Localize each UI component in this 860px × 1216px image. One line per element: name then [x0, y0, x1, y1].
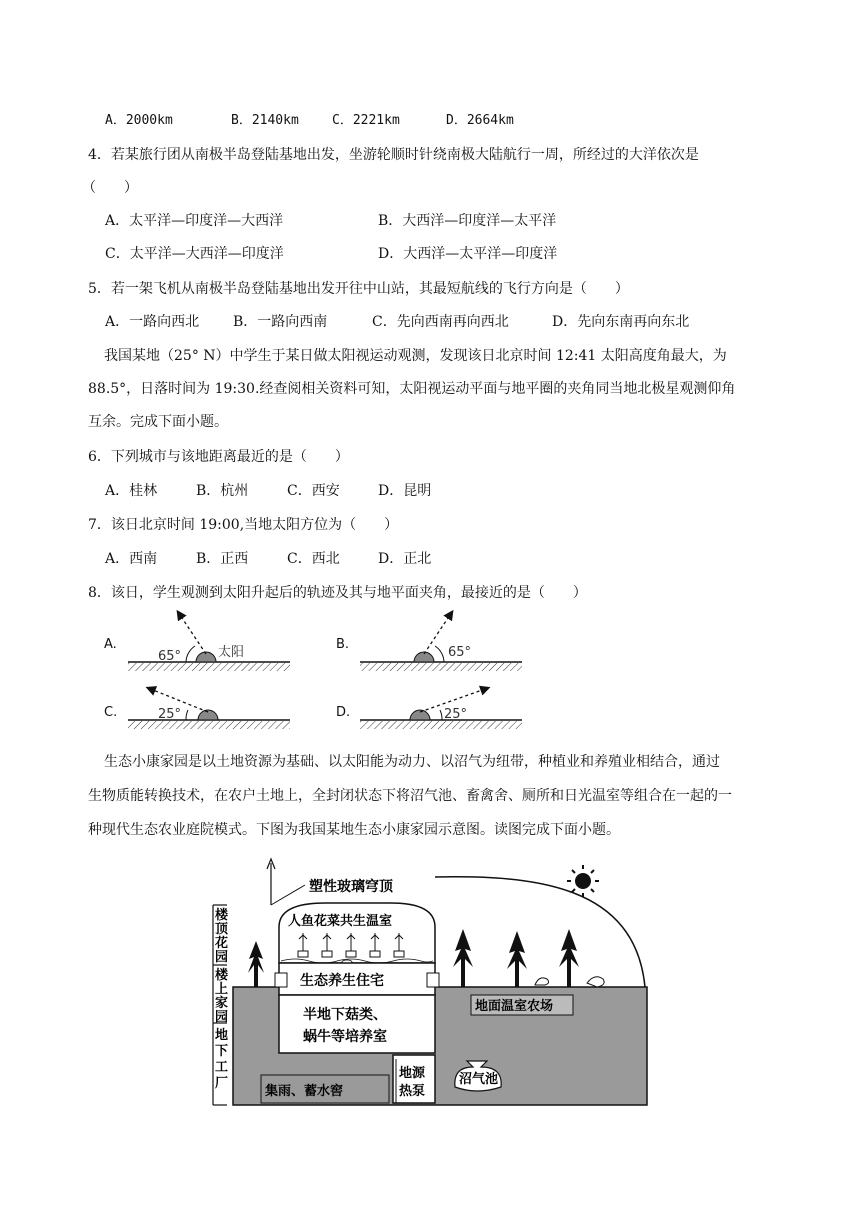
q7-stem: 7．该日北京时间 19:00,当地太阳方位为（ ）	[88, 517, 399, 533]
side-label-roof-garden-3: 花	[215, 936, 229, 951]
q6-option-d: D．昆明	[378, 483, 432, 499]
q5-option-d: D．先向东南再向东北	[552, 314, 690, 330]
q7-option-d: D．正北	[378, 551, 432, 567]
q4-option-a: A．太平洋—印度洋—大西洋	[105, 213, 284, 229]
q8-figure-a-sun-label: 太阳	[218, 645, 245, 660]
side-label-underground-2: 下	[215, 1044, 229, 1059]
side-label-underground-4: 厂	[215, 1076, 229, 1091]
side-label-upstairs-3: 家	[215, 996, 229, 1011]
side-labels	[213, 905, 229, 1105]
q8-figure-c	[104, 688, 290, 729]
residence-label: 生态养生住宅	[300, 973, 384, 989]
q3-option-d: D．2664km	[446, 113, 514, 128]
basement-label-2: 蜗牛等培养室	[303, 1029, 387, 1045]
q8-figures	[100, 600, 560, 730]
passage2-line2: 生物质能转换技术，在农户土地上，全封闭状态下将沼气池、畜禽舍、厕所和日光温室等组合在一起的一	[88, 788, 732, 804]
q6-option-b: B．杭州	[196, 483, 249, 499]
q8-figure-b-angle: 65°	[448, 645, 472, 660]
passage1-line3: 互余。完成下面小题。	[88, 414, 228, 430]
q8-figure-d-label: D.	[336, 705, 351, 720]
q7-option-c: C．西北	[287, 551, 340, 567]
q5-option-a: A．一路向西北	[105, 314, 200, 330]
q3-option-a: A．2000km	[105, 113, 173, 128]
eco-home-diagram	[205, 855, 650, 1107]
dome-label: 塑性玻璃穹顶	[309, 879, 393, 895]
q4-option-d: D．大西洋—太平洋—印度洋	[378, 246, 558, 262]
q8-figure-a-angle: 65°	[158, 649, 182, 664]
q5-option-c: C．先向西南再向西北	[372, 314, 509, 330]
greenhouse-arc	[435, 877, 645, 987]
side-label-underground-3: 工	[215, 1060, 229, 1075]
q7-option-a: A．西南	[105, 551, 158, 567]
side-label-roof-garden-2: 顶	[215, 922, 229, 937]
q3-option-b: B．2140km	[231, 113, 299, 128]
q8-figure-a	[104, 612, 290, 671]
side-label-roof-garden-1: 楼	[215, 908, 229, 923]
q4-option-c: C．太平洋—大西洋—印度洋	[105, 246, 284, 262]
q8-figure-c-label: C.	[104, 705, 118, 720]
farm-label: 地面温室农场	[475, 999, 554, 1014]
passage1-line2: 88.5°，日落时间为 19:30.经查阅相关资料可知，太阳视运动平面与地平圈的夹角同当地北极星观测仰角	[88, 381, 736, 397]
side-label-upstairs-4: 园	[215, 1010, 229, 1025]
q6-option-a: A．桂林	[105, 483, 158, 499]
greenhouse-label: 人鱼花菜共生温室	[288, 914, 393, 929]
q8-figure-c-angle: 25°	[158, 707, 182, 722]
q5-option-b: B．一路向西南	[233, 314, 328, 330]
passage2-line3: 种现代生态农业庭院模式。下图为我国某地生态小康家园示意图。读图完成下面小题。	[88, 822, 620, 838]
q4-blank: （ ）	[82, 180, 138, 196]
side-label-underground-1: 地	[215, 1028, 229, 1043]
q8-stem: 8．该日，学生观测到太阳升起后的轨迹及其与地平面夹角，最接近的是（ ）	[88, 585, 587, 601]
poultry-icon	[535, 978, 549, 985]
q8-figure-a-label: A.	[104, 637, 117, 652]
q8-figure-d	[336, 688, 522, 729]
q8-figure-b-label: B.	[336, 637, 350, 652]
q3-option-c: C．2221km	[332, 113, 400, 128]
q8-figure-d-angle: 25°	[444, 707, 468, 722]
q6-option-c: C．西安	[287, 483, 340, 499]
side-label-roof-garden-4: 园	[215, 950, 229, 965]
q5-stem: 5．若一架飞机从南极半岛登陆基地出发开往中山站，其最短航线的飞行方向是（ ）	[88, 281, 629, 297]
heatpump-label-1: 地源	[399, 1066, 426, 1081]
q7-option-b: B．正西	[196, 551, 249, 567]
q6-stem: 6．下列城市与该地距离最近的是（ ）	[88, 449, 349, 465]
q4-option-b: B．大西洋—印度洋—太平洋	[378, 213, 557, 229]
cistern-label: 集雨、蓄水窖	[265, 1084, 344, 1099]
snail-icon	[587, 977, 604, 987]
basement-label-1: 半地下菇类、	[303, 1007, 387, 1023]
passage2-line1: 生态小康家园是以土地资源为基础、以太阳能为动力、以沼气为纽带，种植业和养殖业相结合，通过	[104, 754, 720, 770]
q8-figure-b	[336, 612, 522, 671]
q4-stem: 4．若某旅行团从南极半岛登陆基地出发，坐游轮顺时针绕南极大陆航行一周，所经过的大洋依次是	[88, 147, 699, 163]
side-label-upstairs-1: 楼	[215, 968, 229, 983]
biogas-label: 沼气池	[459, 1072, 499, 1087]
heatpump-label-2: 热泵	[399, 1084, 426, 1099]
side-label-upstairs-2: 上	[215, 982, 229, 997]
passage1-line1: 我国某地（25° N）中学生于某日做太阳视运动观测，发现该日北京时间 12:41 太阳高度角最大，为	[104, 348, 727, 364]
